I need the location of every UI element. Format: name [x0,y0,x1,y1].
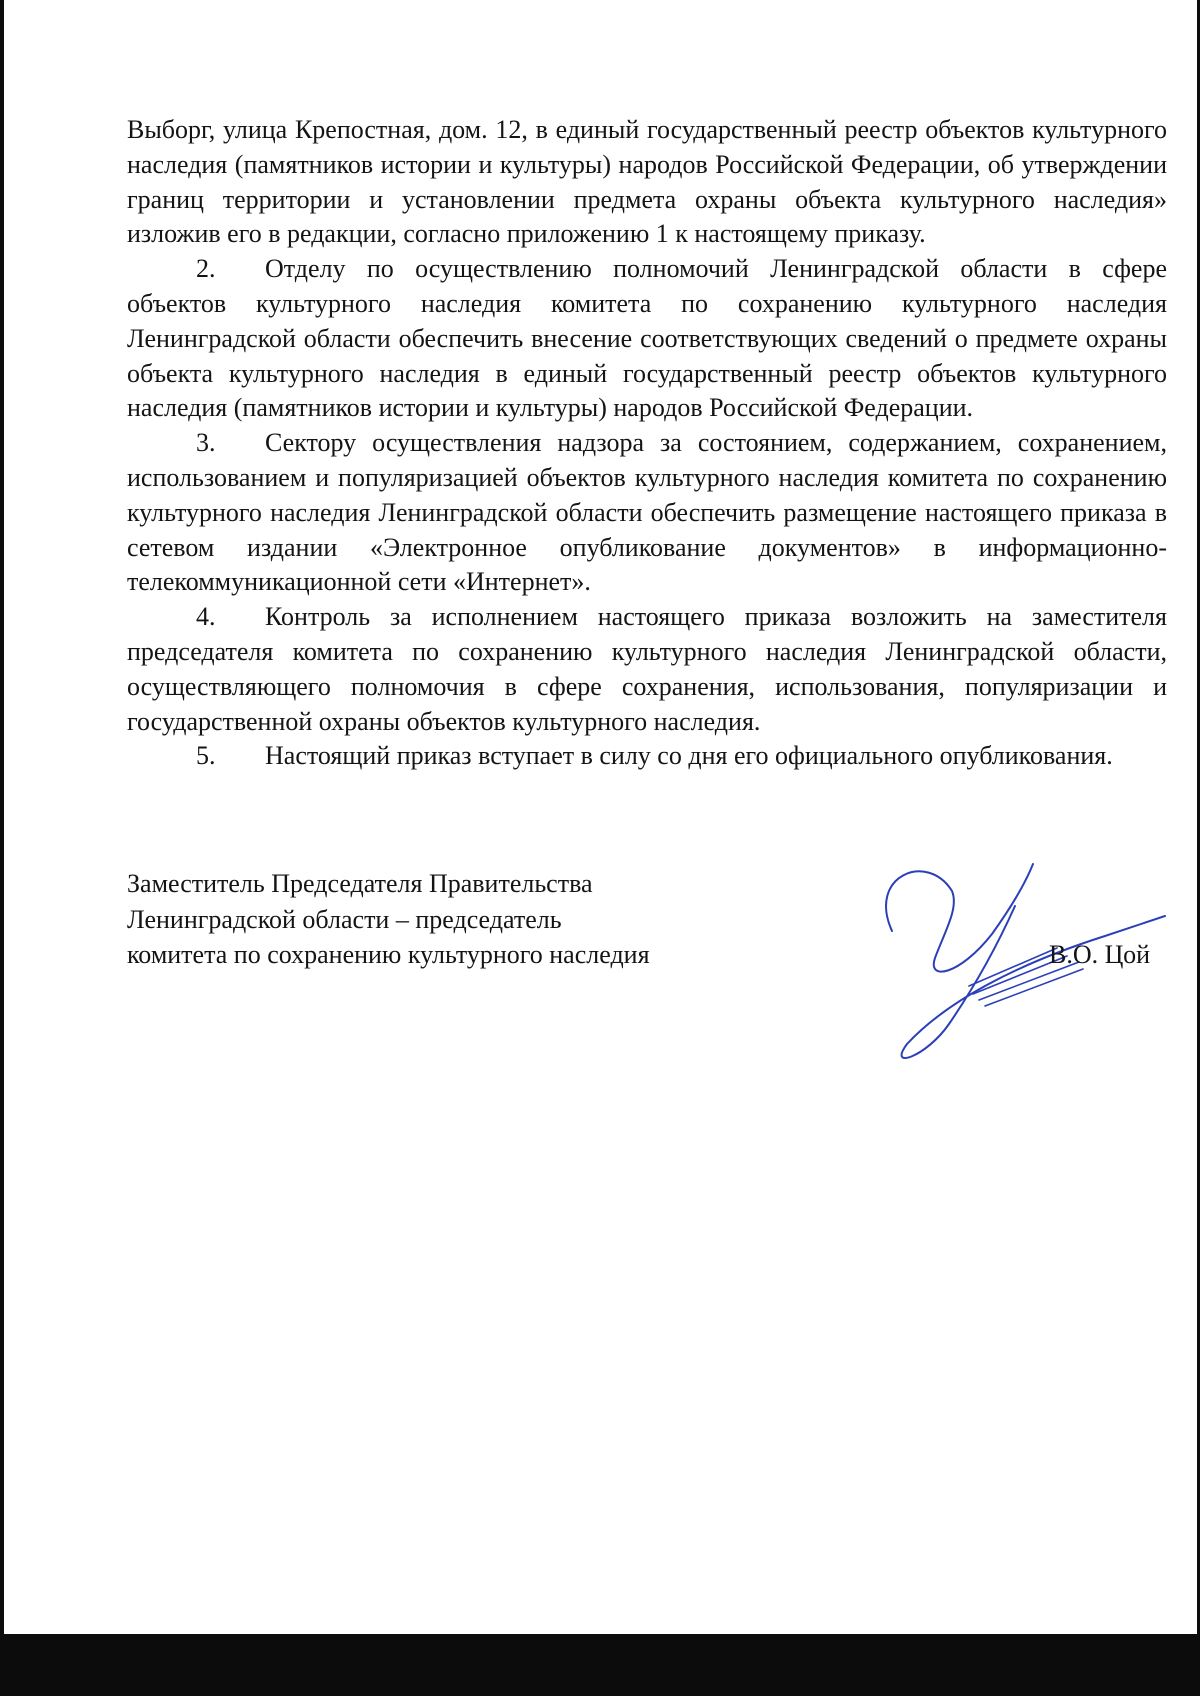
list-item-3 [127,426,1167,600]
item-text: Настоящий приказ вступает в силу со дня его официального опубликования. [265,741,1113,771]
list-item-2 [127,252,1167,426]
scan-border-bottom [0,1634,1200,1696]
list-item-5 [127,739,1167,774]
list-item-4 [127,600,1167,739]
item-text: Контроль за исполнением настоящего приказа возложить на заместителя председателя комитета по сохранению культурного наследия Ленинградской области, осуществляющего полномочия в сфере сохранения, использования, популяризации и государственной охраны объектов культурного наследия. [127,602,1167,736]
item-text: Сектору осуществления надзора за состоянием, содержанием, сохранением, использованием и популяризацией объектов культурного наследия комитета по сохранению культурного наследия Ленинградской области обеспечить размещение настоящего приказа в сетевом издании «Электронное опубликование документов» в информационно-телекоммуникационной сети «Интернет». [127,428,1167,597]
signature-block [127,866,1167,1086]
signer-title-line-2: Ленинградской области – председатель [127,904,562,934]
item-number: 4. [196,602,216,632]
item-text: Отделу по осуществлению полномочий Ленинградской области в сфере объектов культурного наследия комитета по сохранению культурного наследия Ленинградской области обеспечить внесение соответствующих сведений о предмете охраны объекта культурного наследия в единый государственный реестр объектов культурного наследия (памятников истории и культуры) народов Российской Федерации. [127,254,1167,423]
signer-title-line-3: комитета по сохранению культурного наследия [127,940,650,969]
item-number: 5. [196,741,216,771]
signature-stroke-loop [886,864,1033,972]
signature-stroke-tail [902,906,1165,1058]
item-number: 2. [196,254,216,284]
item-number: 3. [196,428,216,458]
signer-title-line-1: Заместитель Председателя Правительства [127,869,593,898]
intro-paragraph: Выборг, улица Крепостная, дом. 12, в единый государственный реестр объектов культурного наследия (памятников истории и культуры) народов Российской Федерации, об утверждении границ территории и установлении предмета охраны объекта культурного наследия» изложив его в редакции, согласно приложению 1 к настоящему приказу. [127,115,1167,249]
scan-border-left [0,0,4,1696]
signer-name: В.О. Цой [1049,940,1150,969]
document-body [127,113,1167,774]
